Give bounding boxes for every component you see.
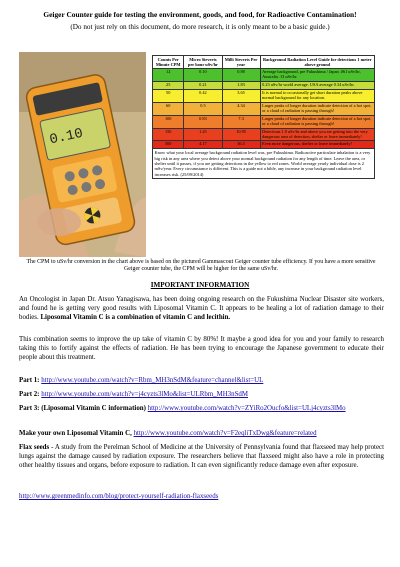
cell-cpm: 25 — [153, 82, 184, 90]
cell-note: Larger peaks of longer duration indicate detection of a hot spot, or a cloud of radiation is passing through! — [260, 102, 374, 115]
part2-link[interactable]: http://www.youtube.com/watch?v=j4cyzts3lMo&list=ULRbm_MH3nSdM — [41, 391, 248, 398]
make-own-label: Make your own Liposomal Vitamin C, — [19, 430, 132, 437]
cell-usv: 4.17 — [184, 141, 222, 149]
cell-cpm: 100 — [153, 115, 184, 128]
cell-usv: 0.21 — [184, 82, 222, 90]
cell-note: It is normal to occasionally get short duration peaks above normal background for any location. — [260, 89, 374, 102]
cell-usv: 0.42 — [184, 89, 222, 102]
cell-note: 0.23 uSv/hr world average. USA average 0.34 uSv/hr. — [260, 82, 374, 90]
flax-label: Flax seeds — [19, 444, 50, 451]
table-row — [153, 115, 375, 128]
flax-link-line — [19, 493, 384, 502]
header-guide: Background Radiation Level Guide for detections 1 meter above ground — [260, 56, 374, 69]
document-title: Geiger Counter guide for testing the environment, goods, and food, for Radioactive Contamination! — [43, 10, 357, 19]
cell-usv: 0.10 — [184, 69, 222, 82]
part1-label: Part 1: — [19, 377, 40, 384]
part3-line — [19, 405, 384, 414]
cell-usv: 1.25 — [184, 128, 222, 141]
section-heading: IMPORTANT INFORMATION — [150, 281, 250, 289]
cell-msv: 10.95 — [222, 128, 260, 141]
table-body — [153, 69, 375, 149]
table-row — [153, 89, 375, 102]
cell-msv: 0.88 — [222, 69, 260, 82]
cell-note: Detections 1.0 uSv/hr and above you are getting into the very dangerous area of detection, shelter or leave immediately! — [260, 128, 374, 141]
paragraph-combination: This combination seems to improve the up take of vitamin C by 80%! It maybe a good idea for you and your family to research taking this to fortify against the effects of radiation. He has been trying to encourage the Japanese government to educate their people about this treatment. — [19, 336, 384, 361]
table-footnote: Know what your local average background radiation level was, pre Fukushima. Radioactive particulate inhalation is a very big risk in any area where you detect above your normal background radiation for any length of time. Leave the area, or shelter until it passes, if you are getting detections in the yellow to red zones. World average yearly individual dose is 2 mSv/year. Every circumstance is different. This is a guide not a bible, any increase in your background radiation level increases risk. (25/09/2014) — [153, 149, 375, 178]
paragraph-flax — [19, 444, 384, 471]
flax-link[interactable]: http://www.greenmedinfo.com/blog/protect-yourself-radiation-flaxseeds — [19, 493, 219, 500]
cell-cpm: 12 — [153, 69, 184, 82]
paragraph-oncologist-bold: Liposomal Vitamin C is a combination of vitamin C and lecithin. — [40, 313, 231, 321]
svg-text:0.10: 0.10 — [48, 125, 85, 149]
cell-note: Larger peaks of longer duration indicate detection of a hot spot, or a cloud of radiation is passing through! — [260, 115, 374, 128]
cell-cpm: 50 — [153, 89, 184, 102]
table-row — [153, 128, 375, 141]
header-msv: Milli Sieverts Per year — [222, 56, 260, 69]
cell-msv: 7.3 — [222, 115, 260, 128]
table-row — [153, 69, 375, 82]
cell-msv: 36.5 — [222, 141, 260, 149]
part1-link[interactable]: http://www.youtube.com/watch?v=Rbm_MH3nSdM&feature=channel&list=UL — [41, 377, 264, 384]
cell-msv: 3.65 — [222, 89, 260, 102]
table-row — [153, 141, 375, 149]
part2-label: Part 2: — [19, 391, 40, 398]
cell-note: Average background, pre Fukushima / Japan .061 uSv/hr, Australia .13 uSv/hr — [260, 69, 374, 82]
paragraph-oncologist — [19, 296, 384, 323]
cell-cpm: 60 — [153, 102, 184, 115]
make-own-link[interactable]: http://www.youtube.com/watch?v=F2eqliTxDwg&feature=related — [133, 430, 317, 437]
part2-line — [19, 391, 384, 400]
radiation-level-table — [152, 55, 375, 179]
table-caption: The CPM to uSv/hr conversion in the chart above is based on the pictured Gammascout Geiger counter tube efficiency. If you have a more sensitive Geiger counter tube, the CPM will be higher for the same uSv/hr. — [26, 259, 376, 273]
part1-line — [19, 377, 384, 386]
cell-cpm: 150 — [153, 128, 184, 141]
make-own-line — [19, 430, 384, 439]
cell-usv: 0.83 — [184, 115, 222, 128]
cell-cpm: 500 — [153, 141, 184, 149]
header-usv: Micro Sieverts per hour uSv/hr — [184, 56, 222, 69]
part3-label: Part 3: (Liposomal Vitamin C information) — [19, 405, 146, 412]
document-subtitle: (Do not just rely on this document, do more research, it is only meant to be a basic guide.) — [70, 23, 330, 31]
paragraph-oncologist-text: An Oncologist in Japan Dr. Atsuo Yanagisawa, has been doing ongoing research on the Fukushima Nuclear Disaster site workers, and found he is getting very good results with Liposomal Vitamin C. It appears to be healing a lot of radiation damage to their bodies. — [19, 296, 384, 321]
table-row — [153, 82, 375, 90]
cell-msv: 4.34 — [222, 102, 260, 115]
part3-link[interactable]: http://www.youtube.com/watch?v=ZYiRo2Oucfo&list=ULj4cyzts3lMo — [147, 405, 346, 412]
header-cpm: Counts Per Minute CPM — [153, 56, 184, 69]
flax-text: - A study from the Perelman School of Medicine at the University of Pennsylvania found that flaxseed may help protect lungs against the damage caused by radiation exposure. The researchers believe that flaxseed might also have a role in protecting other healthy tissues and organs, before exposure to radiation. It can even significantly reduce damage even after exposure. — [19, 444, 384, 469]
cell-note: Even more dangerous, shelter or leave immediately! — [260, 141, 374, 149]
cell-usv: 0.5 — [184, 102, 222, 115]
geiger-counter-device-icon — [19, 52, 146, 257]
table-row — [153, 102, 375, 115]
cell-msv: 1.83 — [222, 82, 260, 90]
